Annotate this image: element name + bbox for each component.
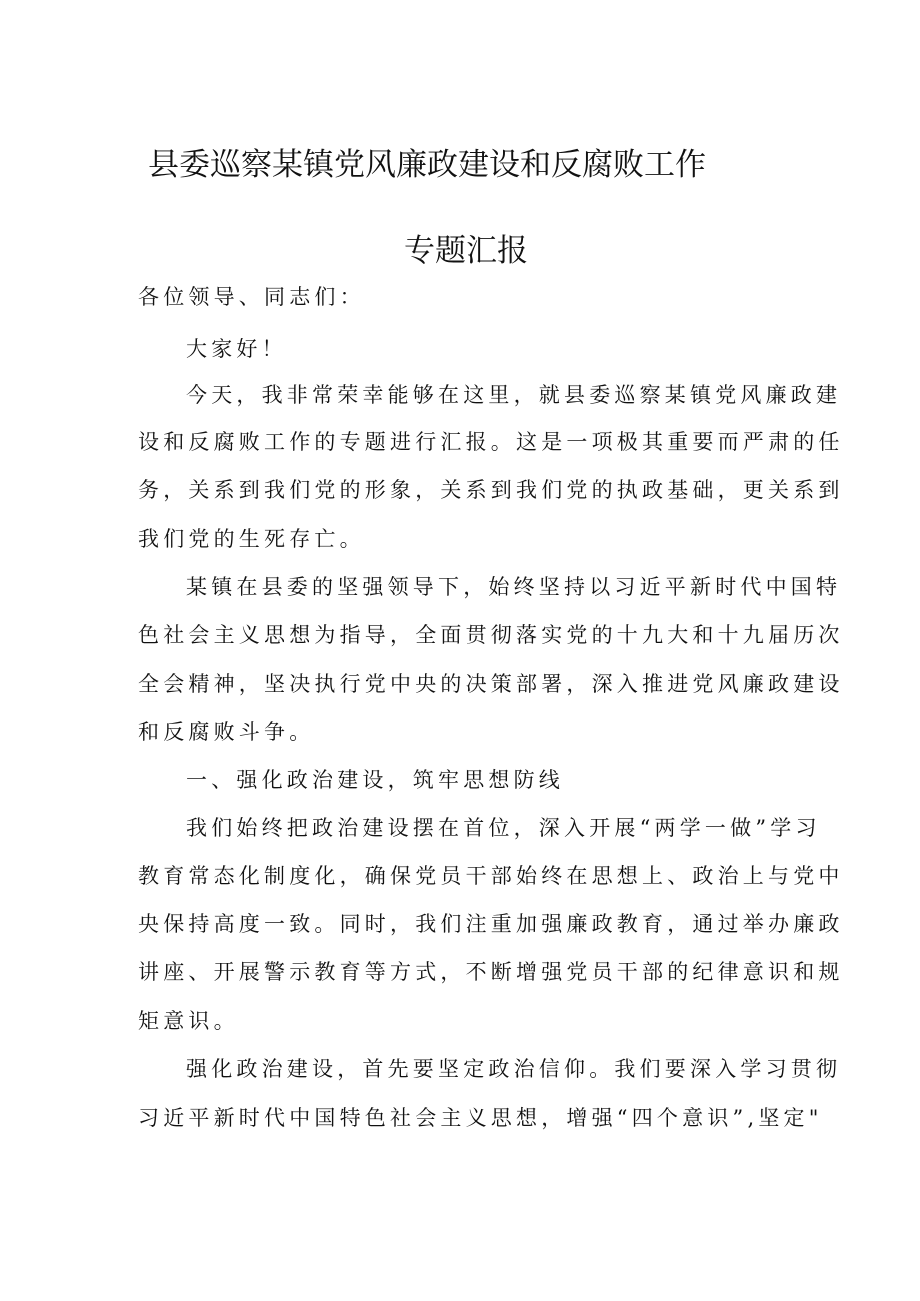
body-line: 和反腐败斗争。 — [138, 720, 315, 744]
body-line: 我们始终把政治建设摆在首位，深入开展“两学一做”学习 — [186, 816, 821, 840]
body-line: 矩意识。 — [138, 1009, 239, 1033]
body-line: 全会精神，坚决执行党中央的决策部署，深入推进党风廉政建设 — [138, 672, 844, 696]
salutation: 各位领导、同志们： — [138, 285, 365, 309]
body-line: 色社会主义思想为指导，全面贯彻落实党的十九大和十九届历次 — [138, 623, 844, 647]
body-line: 习近平新时代中国特色社会主义思想，增强“四个意识”,坚定" — [138, 1106, 823, 1130]
body-line: 今天，我非常荣幸能够在这里，就县委巡察某镇党风廉政建 — [186, 383, 842, 407]
body-line: 某镇在县委的坚强领导下，始终坚持以习近平新时代中国特 — [186, 575, 842, 599]
document-title-line-2: 专题汇报 — [404, 233, 528, 269]
body-line: 强化政治建设，首先要坚定政治信仰。我们要深入学习贯彻 — [186, 1057, 842, 1081]
greeting: 大家好！ — [186, 337, 287, 361]
section-heading: 一、强化政治建设，筑牢思想防线 — [186, 768, 564, 792]
body-line: 讲座、开展警示教育等方式，不断增强党员干部的纪律意识和规 — [138, 960, 844, 984]
document-title-line-1: 县委巡察某镇党风廉政建设和反腐败工作 — [148, 147, 706, 183]
body-line: 我们党的生死存亡。 — [138, 527, 365, 551]
body-line: 务，关系到我们党的形象，关系到我们党的执政基础，更关系到 — [138, 478, 844, 502]
body-line: 教育常态化制度化，确保党员干部始终在思想上、政治上与党中 — [138, 864, 844, 888]
body-line: 设和反腐败工作的专题进行汇报。这是一项极其重要而严肃的任 — [138, 430, 844, 454]
body-line: 央保持高度一致。同时，我们注重加强廉政教育，通过举办廉政 — [138, 912, 844, 936]
